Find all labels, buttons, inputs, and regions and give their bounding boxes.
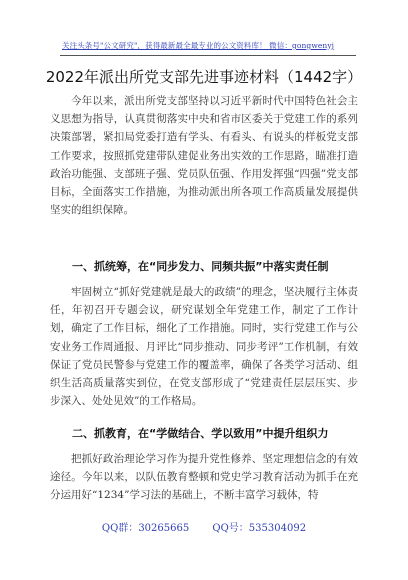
header-divider xyxy=(60,55,356,56)
footer-qq-group: QQ群：30265665 xyxy=(101,523,190,534)
intro-paragraph: 今年以来，派出所党支部坚持以习近平新时代中国特色社会主义思想为指导，认真贯彻落实中央和省市区委关于党建工作的系列决策部署，紧扣局党委打造有学头、有看头、有说头的样板党支部工作要求，按照抓党建带队建促业务出实效的工作思路，瞄准打造政治功能强、支部班子强、党员队伍强、作用发挥强“四强”党支部目标，全面落实工作措施，为推动派出所各项工作高质量发展提供坚实的组织保障。 xyxy=(50,95,358,217)
section-heading-1: 一、抓统筹，在“同步发力、同频共振”中落实责任制 xyxy=(72,260,329,273)
section-1-paragraph: 牢固树立“抓好党建就是最大的政绩”的理念，坚决履行主体责任，年初召开专题会议，研究谋划全年党建工作，制定了工作计划，确定了工作目标，细化了工作措施。同时，实行党建工作与公安业务工作周通报、月评比“同步推动、同步考评”工作机制，有效保证了党员民警参与党建工作的覆盖率，确保了各类学习活动、组织生活高质量落实到位，在党支部形成了“党建责任层层压实、步步深入、处处见效”的工作格局。 xyxy=(50,286,358,408)
footer-qq-number: QQ号：535304092 xyxy=(212,523,307,534)
header-link[interactable]: 关注头条号"公文研究"，获得最新最全最专业的公文资料库！ 微信：gongwenyj xyxy=(62,41,335,50)
document-title: 2022年派出所党支部先进事迹材料（1442字） xyxy=(45,68,363,86)
section-2-paragraph: 把抓好政治理论学习作为提升党性修养、坚定理想信念的有效途径。今年以来，以队伍教育整顿和党史学习教育活动为抓手在充分运用好“1234”学习法的基础上，不断丰富学习载体，特 xyxy=(50,453,358,502)
footer-contacts xyxy=(0,519,408,534)
section-heading-2: 二、抓教育，在“学做结合、学以致用”中提升组织力 xyxy=(72,427,329,440)
